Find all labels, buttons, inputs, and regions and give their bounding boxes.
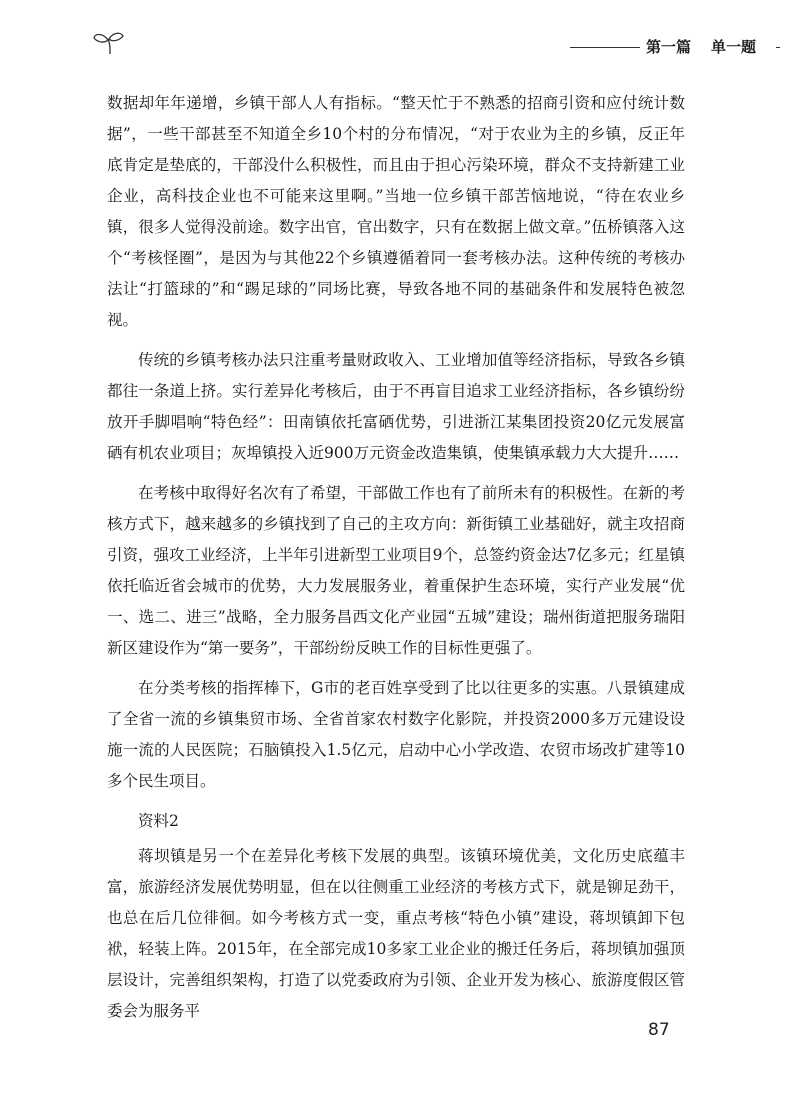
paragraph: 传统的乡镇考核办法只注重考量财政收入、工业增加值等经济指标，导致各乡镇都往一条道上挤。实行差异化考核后，由于不再盲目追求工业经济指标，各乡镇纷纷放开手脚唱响“特色经”：田南镇依托富硒优势，引进浙江某集团投资20亿元发展富硒有机农业项目；灰埠镇投入近900万元资金改造集镇，使集镇承载力大大提升…… (107, 351, 685, 462)
chapter-label: 单一题 (711, 38, 757, 56)
paragraph: 在考核中取得好名次有了希望，干部做工作也有了前所未有的积极性。在新的考核方式下，越来越多的乡镇找到了自己的主攻方向：新街镇工业基础好，就主攻招商引资，强攻工业经济，上半年引进新型工业项目9个，总签约资金达7亿多元；红星镇依托临近省会城市的优势，大力发展服务业，着重保护生态环境，实行产业发展“优一、选二、进三”战略，全力服务昌西文化产业园“五城”建设；瑞州街道把服务瑞阳新区建设作为“第一要务”，干部纷纷反映工作的目标性更强了。 (107, 484, 685, 657)
paragraph: 蒋坝镇是另一个在差异化考核下发展的典型。该镇环境优美，文化历史底蕴丰富，旅游经济发展优势明显，但在以往侧重工业经济的考核方式下，就是铆足劲干，也总在后几位徘徊。如今考核方式一变，重点考核“特色小镇”建设，蒋坝镇卸下包袱，轻装上阵。2015年，在全部完成10多家工业企业的搬迁任务后，蒋坝镇加强顶层设计，完善组织架构，打造了以党委政府为引领、企业开发为核心、旅游度假区管委会为服务平 (107, 847, 685, 1020)
header-rule-right (776, 47, 780, 48)
chapter-title (646, 36, 756, 57)
page-body (107, 88, 685, 1036)
part-label: 第一篇 (646, 38, 692, 56)
sprout-icon (90, 30, 130, 56)
page-number: 87 (648, 1020, 670, 1040)
material-label: 资料2 (138, 812, 179, 830)
paragraph: 数据却年年递增，乡镇干部人人有指标。“整天忙于不熟悉的招商引资和应付统计数据”，一些干部甚至不知道全乡10个村的分布情况，“对于农业为主的乡镇，反正年底肯定是垫底的，干部没什么积极性，而且由于担心污染环境，群众不支持新建工业企业，高科技企业也不可能来这里啊。”当地一位乡镇干部苦恼地说，“待在农业乡镇，很多人觉得没前途。数字出官，官出数字，只有在数据上做文章。”伍桥镇落入这个“考核怪圈”，是因为与其他22个乡镇遵循着同一套考核办法。这种传统的考核办法让“打篮球的”和“踢足球的”同场比赛，导致各地不同的基础条件和发展特色被忽视。 (107, 94, 685, 329)
header-rule-left (570, 47, 640, 48)
page-header (90, 30, 780, 60)
paragraph: 在分类考核的指挥棒下，G市的老百姓享受到了比以往更多的实惠。八景镇建成了全省一流的乡镇集贸市场、全省首家农村数字化影院，并投资2000多万元建设设施一流的人民医院；石脑镇投入1.5亿元，启动中心小学改造、农贸市场改扩建等10多个民生项目。 (107, 679, 685, 790)
